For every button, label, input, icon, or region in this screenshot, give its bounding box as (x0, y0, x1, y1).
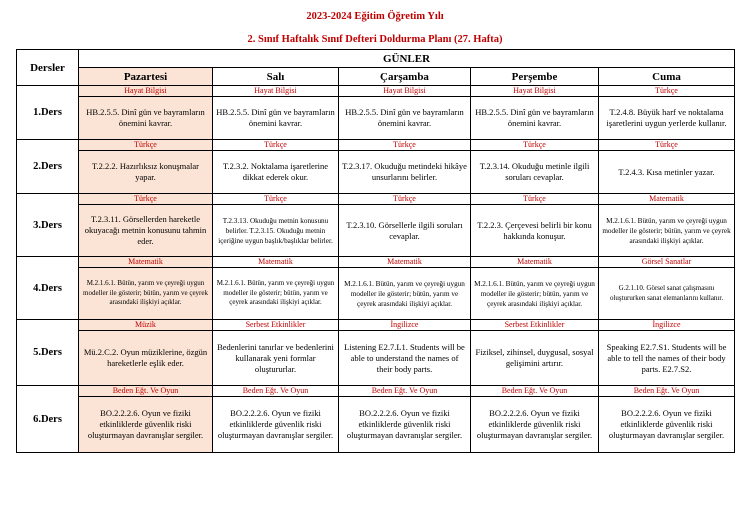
dersler-header: Dersler (17, 50, 79, 86)
lesson-label: 5.Ders (17, 320, 79, 386)
subject-label: Hayat Bilgisi (339, 86, 471, 97)
subject-label: Beden Eğt. Ve Oyun (471, 386, 599, 397)
lesson-outcome-cell: M.2.1.6.1. Bütün, yarım ve çeyreği uygun modeller ile gösterir; bütün, yarım ve çeyrek arasındaki ilişkiyi açıklar. (471, 268, 599, 320)
subject-label: Türkçe (339, 194, 471, 205)
document-title: 2023-2024 Eğitim Öğretim Yılı (306, 11, 444, 22)
lesson-label: 3.Ders (17, 194, 79, 257)
subject-label: Matematik (79, 257, 213, 268)
lesson-outcome-cell: Bedenlerini tanırlar ve bedenlerini kullanarak yeni formlar oluştururlar. (213, 331, 339, 386)
lesson-label: 6.Ders (17, 386, 79, 453)
lesson-outcome-cell: HB.2.5.5. Dinî gün ve bayramların önemini kavrar. (339, 97, 471, 140)
lesson-label: 1.Ders (17, 86, 79, 140)
lesson-outcome-cell: T.2.3.17. Okuduğu metindeki hikâye unsurlarını belirler. (339, 151, 471, 194)
day-header-thursday: Perşembe (471, 68, 599, 86)
subject-label: Matematik (599, 194, 735, 205)
subject-label: Türkçe (213, 194, 339, 205)
lesson-outcome-cell: BO.2.2.2.6. Oyun ve fiziki etkinliklerde güvenlik riski oluşturmayan davranışlar sergiler. (213, 397, 339, 453)
lesson-label: 4.Ders (17, 257, 79, 320)
lesson-outcome-cell: T.2.3.14. Okuduğu metinle ilgili soruları cevaplar. (471, 151, 599, 194)
subject-label: Türkçe (599, 86, 735, 97)
subject-label: Hayat Bilgisi (471, 86, 599, 97)
subject-label: Türkçe (79, 140, 213, 151)
subject-label: Matematik (213, 257, 339, 268)
lesson-outcome-cell: Mü.2.C.2. Oyun müziklerine, özgün hareketlerle eşlik eder. (79, 331, 213, 386)
subject-label: Müzik (79, 320, 213, 331)
lesson-label: 2.Ders (17, 140, 79, 194)
subject-label: Matematik (471, 257, 599, 268)
lesson-outcome-cell: BO.2.2.2.6. Oyun ve fiziki etkinliklerde güvenlik riski oluşturmayan davranışlar sergiler. (599, 397, 735, 453)
lesson-outcome-cell: T.2.3.10. Görsellerle ilgili soruları cevaplar. (339, 205, 471, 257)
lesson-outcome-cell: T.2.2.2. Hazırlıksız konuşmalar yapar. (79, 151, 213, 194)
lesson-outcome-cell: T.2.4.8. Büyük harf ve noktalama işaretlerini uygun yerlerde kullanır. (599, 97, 735, 140)
subject-label: İngilizce (599, 320, 735, 331)
lesson-outcome-cell: HB.2.5.5. Dinî gün ve bayramların önemini kavrar. (471, 97, 599, 140)
day-header-monday: Pazartesi (79, 68, 213, 86)
lesson-outcome-cell: Fiziksel, zihinsel, duygusal, sosyal gelişimini artırır. (471, 331, 599, 386)
subject-label: Türkçe (79, 194, 213, 205)
subject-label: Matematik (339, 257, 471, 268)
lesson-outcome-cell: T.2.3.13. Okuduğu metnin konusunu belirler. T.2.3.15. Okuduğu metnin içeriğine uygun başlık/başlıklar belirler. (213, 205, 339, 257)
lesson-outcome-cell: Listening E2.7.L1. Students will be able to understand the names of their body parts. (339, 331, 471, 386)
day-header-wednesday: Çarşamba (339, 68, 471, 86)
subject-label: İngilizce (339, 320, 471, 331)
lesson-outcome-cell: G.2.1.10. Görsel sanat çalışmasını oluştururken sanat elemanlarını kullanır. (599, 268, 735, 320)
subject-label: Beden Eğt. Ve Oyun (213, 386, 339, 397)
subject-label: Hayat Bilgisi (79, 86, 213, 97)
subject-label: Hayat Bilgisi (213, 86, 339, 97)
subject-label: Türkçe (213, 140, 339, 151)
lesson-outcome-cell: T.2.4.3. Kısa metinler yazar. (599, 151, 735, 194)
document-subtitle: 2. Sınıf Haftalık Sınıf Defteri Doldurma Planı (27. Hafta) (247, 34, 503, 45)
subject-label: Türkçe (471, 194, 599, 205)
lesson-outcome-cell: HB.2.5.5. Dinî gün ve bayramların önemini kavrar. (79, 97, 213, 140)
subject-label: Türkçe (471, 140, 599, 151)
lesson-outcome-cell: M.2.1.6.1. Bütün, yarım ve çeyreği uygun modeller ile gösterir; bütün, yarım ve çeyrek arasındaki ilişkiyi açıklar. (339, 268, 471, 320)
lesson-outcome-cell: HB.2.5.5. Dinî gün ve bayramların önemini kavrar. (213, 97, 339, 140)
lesson-outcome-cell: T.2.3.11. Görsellerden hareketle okuyacağı metnin konusunu tahmin eder. (79, 205, 213, 257)
subject-label: Beden Eğt. Ve Oyun (339, 386, 471, 397)
day-header-tuesday: Salı (213, 68, 339, 86)
subject-label: Beden Eğt. Ve Oyun (79, 386, 213, 397)
subject-label: Görsel Sanatlar (599, 257, 735, 268)
subject-label: Türkçe (599, 140, 735, 151)
lesson-outcome-cell: BO.2.2.2.6. Oyun ve fiziki etkinliklerde güvenlik riski oluşturmayan davranışlar sergiler. (471, 397, 599, 453)
lesson-outcome-cell: M.2.1.6.1. Bütün, yarım ve çeyreği uygun modeller ile gösterir; bütün, yarım ve çeyrek arasındaki ilişkiyi açıklar. (79, 268, 213, 320)
lesson-outcome-cell: T.2.3.2. Noktalama işaretlerine dikkat ederek okur. (213, 151, 339, 194)
subject-label: Serbest Etkinlikler (213, 320, 339, 331)
lesson-outcome-cell: M.2.1.6.1. Bütün, yarım ve çeyreği uygun modeller ile gösterir; bütün, yarım ve çeyrek arasındaki ilişkiyi açıklar. (599, 205, 735, 257)
lesson-outcome-cell: BO.2.2.2.6. Oyun ve fiziki etkinliklerde güvenlik riski oluşturmayan davranışlar sergiler. (339, 397, 471, 453)
lesson-outcome-cell: M.2.1.6.1. Bütün, yarım ve çeyreği uygun modeller ile gösterir; bütün, yarım ve çeyrek arasındaki ilişkiyi açıklar. (213, 268, 339, 320)
subject-label: Türkçe (339, 140, 471, 151)
lesson-outcome-cell: T.2.2.3. Çerçevesi belirli bir konu hakkında konuşur. (471, 205, 599, 257)
day-header-friday: Cuma (599, 68, 735, 86)
weekly-plan-table (16, 49, 735, 453)
subject-label: Serbest Etkinlikler (471, 320, 599, 331)
lesson-outcome-cell: Speaking E2.7.S1. Students will be able to tell the names of their body parts. E2.7.S2. (599, 331, 735, 386)
subject-label: Beden Eğt. Ve Oyun (599, 386, 735, 397)
lesson-outcome-cell: BO.2.2.2.6. Oyun ve fiziki etkinliklerde güvenlik riski oluşturmayan davranışlar sergiler. (79, 397, 213, 453)
gunler-header: GÜNLER (79, 50, 735, 68)
